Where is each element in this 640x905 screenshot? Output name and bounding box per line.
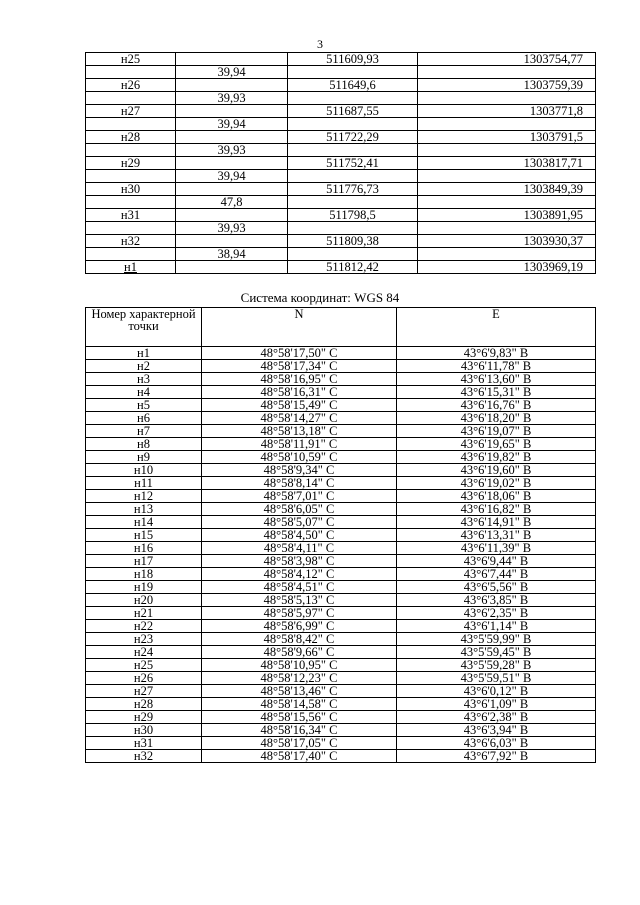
e-cell: 43°6'2,35" В xyxy=(397,607,596,620)
point-cell: н27 xyxy=(86,685,202,698)
n-cell: 511776,73 xyxy=(288,183,418,196)
distance-cell: 39,93 xyxy=(176,144,288,157)
table-row xyxy=(86,235,596,248)
e-cell: 43°6'15,31" В xyxy=(397,386,596,399)
n-cell: 48°58'5,07" С xyxy=(202,516,397,529)
n-cell: 48°58'12,23" С xyxy=(202,672,397,685)
distance-row xyxy=(86,66,596,79)
point-cell: н9 xyxy=(86,451,202,464)
empty-cell xyxy=(418,144,596,157)
point-cell: н14 xyxy=(86,516,202,529)
table-row xyxy=(86,183,596,196)
n-cell: 48°58'15,49" С xyxy=(202,399,397,412)
table-row xyxy=(86,685,596,698)
e-cell: 1303891,95 xyxy=(418,209,596,222)
e-cell: 43°6'19,60" В xyxy=(397,464,596,477)
point-cell: н4 xyxy=(86,386,202,399)
n-cell: 48°58'10,59" С xyxy=(202,451,397,464)
page-number: 3 xyxy=(317,37,323,51)
point-cell: н26 xyxy=(86,672,202,685)
distance-row xyxy=(86,118,596,131)
point-cell: н15 xyxy=(86,529,202,542)
point-cell: н10 xyxy=(86,464,202,477)
table-row xyxy=(86,529,596,542)
distance-cell: 47,8 xyxy=(176,196,288,209)
n-cell: 48°58'3,98" С xyxy=(202,555,397,568)
point-cell: н2 xyxy=(86,360,202,373)
e-cell: 43°6'0,12" В xyxy=(397,685,596,698)
e-cell: 1303969,19 xyxy=(418,261,596,274)
distance-cell: 38,94 xyxy=(176,248,288,261)
table-row xyxy=(86,477,596,490)
empty-cell xyxy=(288,248,418,261)
empty-cell xyxy=(176,157,288,170)
point-cell: н29 xyxy=(86,157,176,170)
table-row xyxy=(86,633,596,646)
point-cell: н5 xyxy=(86,399,202,412)
n-cell: 48°58'16,95" С xyxy=(202,373,397,386)
table-row xyxy=(86,724,596,737)
point-cell: н1 xyxy=(86,261,176,274)
header-point-number: Номер характерной точки xyxy=(86,308,202,347)
distance-cell: 39,94 xyxy=(176,118,288,131)
n-cell: 511722,29 xyxy=(288,131,418,144)
n-cell: 48°58'9,34" С xyxy=(202,464,397,477)
point-cell: н1 xyxy=(86,347,202,360)
e-cell: 43°6'11,39" В xyxy=(397,542,596,555)
empty-cell xyxy=(288,144,418,157)
table-row xyxy=(86,79,596,92)
point-cell: н20 xyxy=(86,594,202,607)
n-cell: 48°58'7,01" С xyxy=(202,490,397,503)
point-cell: н32 xyxy=(86,750,202,763)
table-row xyxy=(86,373,596,386)
distance-row xyxy=(86,222,596,235)
table-row xyxy=(86,399,596,412)
distance-cell: 39,93 xyxy=(176,92,288,105)
empty-cell xyxy=(86,118,176,131)
e-cell: 43°5'59,51" В xyxy=(397,672,596,685)
empty-cell xyxy=(418,92,596,105)
table-row xyxy=(86,737,596,750)
table-row xyxy=(86,646,596,659)
coordinates-table-msk-body xyxy=(86,53,596,274)
table-row xyxy=(86,131,596,144)
n-cell: 48°58'6,99" С xyxy=(202,620,397,633)
point-cell: н26 xyxy=(86,79,176,92)
table-row xyxy=(86,412,596,425)
empty-cell xyxy=(418,222,596,235)
table-row xyxy=(86,581,596,594)
empty-cell xyxy=(418,248,596,261)
empty-cell xyxy=(86,248,176,261)
table-row xyxy=(86,347,596,360)
point-cell: н22 xyxy=(86,620,202,633)
header-n: N xyxy=(202,308,397,347)
empty-cell xyxy=(418,66,596,79)
e-cell: 43°6'11,78" В xyxy=(397,360,596,373)
empty-cell xyxy=(418,170,596,183)
table-row xyxy=(86,568,596,581)
empty-cell xyxy=(288,222,418,235)
e-cell: 43°6'9,44" В xyxy=(397,555,596,568)
point-cell: н3 xyxy=(86,373,202,386)
point-cell: н12 xyxy=(86,490,202,503)
e-cell: 1303754,77 xyxy=(418,53,596,66)
e-cell: 43°6'7,44" В xyxy=(397,568,596,581)
e-cell: 43°6'6,03" В xyxy=(397,737,596,750)
n-cell: 511809,38 xyxy=(288,235,418,248)
e-cell: 43°6'18,20" В xyxy=(397,412,596,425)
e-cell: 1303849,39 xyxy=(418,183,596,196)
empty-cell xyxy=(176,209,288,222)
distance-row xyxy=(86,170,596,183)
point-cell: н11 xyxy=(86,477,202,490)
table-row xyxy=(86,261,596,274)
e-cell: 43°6'9,83" В xyxy=(397,347,596,360)
e-cell: 43°6'7,92" В xyxy=(397,750,596,763)
empty-cell xyxy=(176,105,288,118)
point-cell: н28 xyxy=(86,698,202,711)
n-cell: 511609,93 xyxy=(288,53,418,66)
point-cell: н23 xyxy=(86,633,202,646)
e-cell: 43°6'19,02" В xyxy=(397,477,596,490)
n-cell: 48°58'17,34" С xyxy=(202,360,397,373)
n-cell: 48°58'13,18" С xyxy=(202,425,397,438)
n-cell: 48°58'4,11" С xyxy=(202,542,397,555)
point-cell: н28 xyxy=(86,131,176,144)
e-cell: 43°6'19,82" В xyxy=(397,451,596,464)
n-cell: 48°58'16,31" С xyxy=(202,386,397,399)
coordinates-table-msk xyxy=(85,52,596,274)
table-row xyxy=(86,209,596,222)
n-cell: 48°58'14,27" С xyxy=(202,412,397,425)
point-cell: н24 xyxy=(86,646,202,659)
n-cell: 511752,41 xyxy=(288,157,418,170)
distance-row xyxy=(86,92,596,105)
point-cell: н29 xyxy=(86,711,202,724)
point-cell: н25 xyxy=(86,659,202,672)
table-row xyxy=(86,451,596,464)
distance-row xyxy=(86,144,596,157)
coordinates-table-wgs84 xyxy=(85,307,596,763)
coordinates-table-wgs84-body xyxy=(86,347,596,763)
n-cell: 48°58'14,58" С xyxy=(202,698,397,711)
n-cell: 511812,42 xyxy=(288,261,418,274)
empty-cell xyxy=(176,53,288,66)
table-row xyxy=(86,490,596,503)
e-cell: 43°6'2,38" В xyxy=(397,711,596,724)
table-row xyxy=(86,659,596,672)
table-row xyxy=(86,425,596,438)
distance-cell: 39,94 xyxy=(176,66,288,79)
empty-cell xyxy=(288,92,418,105)
point-cell: н18 xyxy=(86,568,202,581)
table-row xyxy=(86,503,596,516)
e-cell: 1303791,5 xyxy=(418,131,596,144)
n-cell: 48°58'6,05" С xyxy=(202,503,397,516)
table-row xyxy=(86,157,596,170)
table-row xyxy=(86,464,596,477)
table-row xyxy=(86,516,596,529)
e-cell: 43°6'3,94" В xyxy=(397,724,596,737)
table-row xyxy=(86,750,596,763)
point-cell: н7 xyxy=(86,425,202,438)
e-cell: 43°6'19,07" В xyxy=(397,425,596,438)
n-cell: 48°58'16,34" С xyxy=(202,724,397,737)
empty-cell xyxy=(86,222,176,235)
table-row xyxy=(86,698,596,711)
e-cell: 43°6'16,82" В xyxy=(397,503,596,516)
table-row xyxy=(86,620,596,633)
empty-cell xyxy=(176,235,288,248)
e-cell: 43°6'14,91" В xyxy=(397,516,596,529)
e-cell: 43°6'16,76" В xyxy=(397,399,596,412)
point-cell: н13 xyxy=(86,503,202,516)
n-cell: 48°58'13,46" С xyxy=(202,685,397,698)
empty-cell xyxy=(418,196,596,209)
empty-cell xyxy=(176,79,288,92)
n-cell: 48°58'5,13" С xyxy=(202,594,397,607)
e-cell: 43°5'59,28" В xyxy=(397,659,596,672)
n-cell: 511798,5 xyxy=(288,209,418,222)
e-cell: 43°6'19,65" В xyxy=(397,438,596,451)
empty-cell xyxy=(86,66,176,79)
empty-cell xyxy=(176,131,288,144)
e-cell: 43°6'1,09" В xyxy=(397,698,596,711)
empty-cell xyxy=(288,170,418,183)
empty-cell xyxy=(86,92,176,105)
n-cell: 48°58'4,50" С xyxy=(202,529,397,542)
table-row xyxy=(86,672,596,685)
n-cell: 511687,55 xyxy=(288,105,418,118)
n-cell: 48°58'4,12" С xyxy=(202,568,397,581)
empty-cell xyxy=(288,196,418,209)
n-cell: 48°58'11,91" С xyxy=(202,438,397,451)
table-row xyxy=(86,542,596,555)
e-cell: 1303759,39 xyxy=(418,79,596,92)
empty-cell xyxy=(176,261,288,274)
n-cell: 48°58'15,56" С xyxy=(202,711,397,724)
point-cell: н21 xyxy=(86,607,202,620)
distance-row xyxy=(86,248,596,261)
point-cell: н19 xyxy=(86,581,202,594)
table-row xyxy=(86,438,596,451)
n-cell: 48°58'17,50" С xyxy=(202,347,397,360)
distance-cell: 39,93 xyxy=(176,222,288,235)
empty-cell xyxy=(86,196,176,209)
coordinate-system-title: Система координат: WGS 84 xyxy=(240,290,400,305)
empty-cell xyxy=(418,118,596,131)
e-cell: 43°6'5,56" В xyxy=(397,581,596,594)
distance-cell: 39,94 xyxy=(176,170,288,183)
n-cell: 48°58'17,05" С xyxy=(202,737,397,750)
table-header-row xyxy=(86,308,596,347)
e-cell: 43°5'59,99" В xyxy=(397,633,596,646)
table-row xyxy=(86,555,596,568)
n-cell: 48°58'17,40" С xyxy=(202,750,397,763)
e-cell: 43°6'3,85" В xyxy=(397,594,596,607)
e-cell: 43°6'18,06" В xyxy=(397,490,596,503)
header-e: E xyxy=(397,308,596,347)
point-cell: н30 xyxy=(86,724,202,737)
table-row xyxy=(86,607,596,620)
empty-cell xyxy=(86,144,176,157)
point-cell: н17 xyxy=(86,555,202,568)
n-cell: 48°58'9,66" С xyxy=(202,646,397,659)
table-row xyxy=(86,360,596,373)
n-cell: 48°58'5,97" С xyxy=(202,607,397,620)
point-cell: н31 xyxy=(86,737,202,750)
table-row xyxy=(86,53,596,66)
distance-row xyxy=(86,196,596,209)
n-cell: 511649,6 xyxy=(288,79,418,92)
empty-cell xyxy=(86,170,176,183)
n-cell: 48°58'8,42" С xyxy=(202,633,397,646)
e-cell: 43°6'1,14" В xyxy=(397,620,596,633)
n-cell: 48°58'8,14" С xyxy=(202,477,397,490)
point-cell: н16 xyxy=(86,542,202,555)
e-cell: 43°5'59,45" В xyxy=(397,646,596,659)
point-cell: н32 xyxy=(86,235,176,248)
empty-cell xyxy=(176,183,288,196)
table-row xyxy=(86,105,596,118)
n-cell: 48°58'4,51" С xyxy=(202,581,397,594)
e-cell: 1303930,37 xyxy=(418,235,596,248)
empty-cell xyxy=(288,66,418,79)
empty-cell xyxy=(288,118,418,131)
point-cell: н8 xyxy=(86,438,202,451)
point-cell: н6 xyxy=(86,412,202,425)
e-cell: 1303771,8 xyxy=(418,105,596,118)
point-cell: н31 xyxy=(86,209,176,222)
n-cell: 48°58'10,95" С xyxy=(202,659,397,672)
table-row xyxy=(86,386,596,399)
e-cell: 1303817,71 xyxy=(418,157,596,170)
e-cell: 43°6'13,31" В xyxy=(397,529,596,542)
e-cell: 43°6'13,60" В xyxy=(397,373,596,386)
point-cell: н25 xyxy=(86,53,176,66)
point-cell: н30 xyxy=(86,183,176,196)
table-row xyxy=(86,594,596,607)
point-cell: н27 xyxy=(86,105,176,118)
table-row xyxy=(86,711,596,724)
